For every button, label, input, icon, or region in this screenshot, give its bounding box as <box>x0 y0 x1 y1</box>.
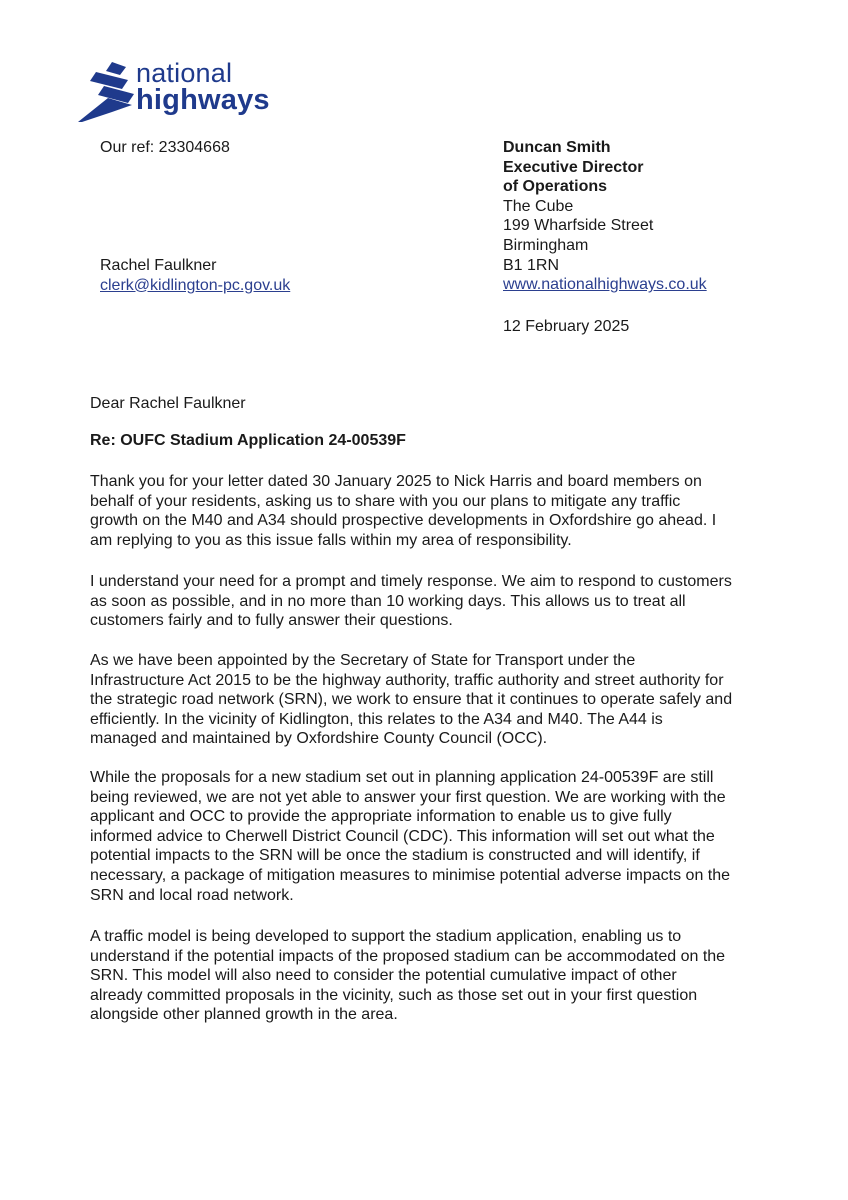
national-highways-logo <box>76 58 296 124</box>
paragraph-line: informed advice to Cherwell District Council (CDC). This information will set out what the <box>90 827 715 845</box>
letter-date: 12 February 2025 <box>503 318 630 335</box>
paragraph-line: behalf of your residents, asking us to share with you our plans to mitigate any traffic <box>90 492 681 510</box>
subject-line: Re: OUFC Stadium Application 24-00539F <box>90 432 406 449</box>
sender-title-line2: of Operations <box>503 178 608 196</box>
paragraph-line: already committed proposals in the vicinity, such as those set out in your first question <box>90 986 698 1004</box>
paragraph-line: understand if the potential impacts of the proposed stadium can be accommodated on the <box>90 947 726 965</box>
sender-block <box>503 138 707 295</box>
sender-address-line2: 199 Wharfside Street <box>503 217 654 235</box>
recipient-name: Rachel Faulkner <box>100 257 217 274</box>
sender-address-line4: B1 1RN <box>503 256 560 274</box>
salutation: Dear Rachel Faulkner <box>90 395 246 412</box>
paragraph-line: SRN. This model will also need to consider the potential cumulative impact of other <box>90 967 677 985</box>
paragraph-line: growth on the M40 and A34 should prospective developments in Oxfordshire go ahead. I <box>90 512 717 530</box>
body-paragraph-1 <box>90 472 790 550</box>
body-paragraph-2 <box>90 572 790 631</box>
paragraph-line: being reviewed, we are not yet able to answer your first question. We are working with the <box>90 788 726 806</box>
body-paragraph-3 <box>90 651 790 749</box>
body-paragraph-4 <box>90 768 790 905</box>
logo-wordmark <box>136 60 270 114</box>
paragraph-line: Thank you for your letter dated 30 January 2025 to Nick Harris and board members on <box>90 473 702 490</box>
paragraph-line: As we have been appointed by the Secretary of State for Transport under the <box>90 652 636 669</box>
national-highways-logo-icon <box>76 58 140 124</box>
sender-address-line1: The Cube <box>503 197 574 215</box>
paragraph-line: I understand your need for a prompt and timely response. We aim to respond to customers <box>90 573 732 590</box>
our-reference: Our ref: 23304668 <box>100 139 230 156</box>
recipient-email-link[interactable]: clerk@kidlington-pc.gov.uk <box>100 276 291 294</box>
sender-title-line1: Executive Director <box>503 158 644 176</box>
paragraph-line: applicant and OCC to provide the appropriate information to enable us to give fully <box>90 808 672 826</box>
logo-text-national: national <box>136 58 233 88</box>
paragraph-line: customers fairly and to fully answer their questions. <box>90 612 453 630</box>
body-paragraph-5 <box>90 927 790 1025</box>
paragraph-line: am replying to you as this issue falls within my area of responsibility. <box>90 531 572 549</box>
paragraph-line: efficiently. In the vicinity of Kidlington, this relates to the A34 and M40. The A44 is <box>90 710 663 728</box>
paragraph-line: A traffic model is being developed to support the stadium application, enabling us to <box>90 928 682 945</box>
paragraph-line: necessary, a package of mitigation measures to minimise potential adverse impacts on the <box>90 866 731 884</box>
recipient-block <box>100 256 290 295</box>
paragraph-line: potential impacts to the SRN will be once the stadium is constructed and will identify, if <box>90 847 700 865</box>
paragraph-line: managed and maintained by Oxfordshire County Council (OCC). <box>90 730 548 748</box>
paragraph-line: Infrastructure Act 2015 to be the highway authority, traffic authority and street authority for <box>90 671 724 689</box>
paragraph-line: SRN and local road network. <box>90 886 294 904</box>
paragraph-line: the strategic road network (SRN), we work to ensure that it continues to operate safely and <box>90 691 733 709</box>
paragraph-line: While the proposals for a new stadium set out in planning application 24-00539F are still <box>90 769 714 786</box>
sender-name: Duncan Smith <box>503 139 611 156</box>
sender-address-line3: Birmingham <box>503 236 589 254</box>
logo-text-highways: highways <box>136 84 270 116</box>
sender-website-link[interactable]: www.nationalhighways.co.uk <box>503 276 707 294</box>
paragraph-line: alongside other planned growth in the area. <box>90 1006 398 1024</box>
paragraph-line: as soon as possible, and in no more than 10 working days. This allows us to treat all <box>90 592 686 610</box>
